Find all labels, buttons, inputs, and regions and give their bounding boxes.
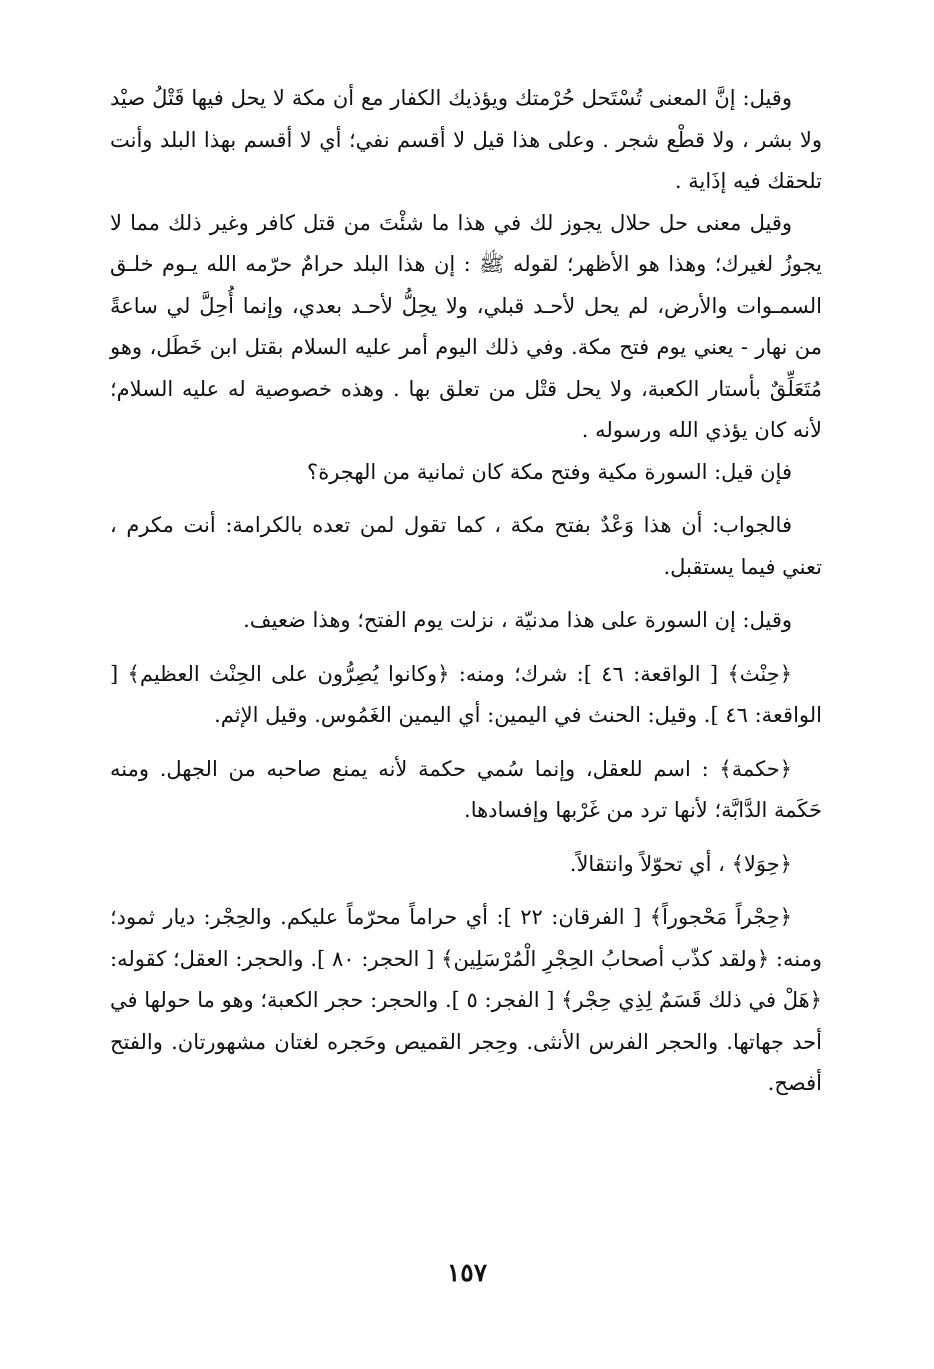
- page-number: ١٥٧: [446, 1258, 488, 1287]
- body-text: [110, 78, 822, 1105]
- paragraph-7: ﴿حكمة﴾ : اسم للعقل، وإنما سُمي حكمة لأنه يمنع صاحبه من الجهل. ومنه حَكَمة الدَّابَّة؛ لأنها ترد من غَرْبها وإفسادها.: [110, 756, 822, 822]
- paragraph-8: ﴿حِوَلا﴾ ، أي تحوّلاً وانتقالاً.: [569, 851, 792, 876]
- paragraph-3: فإن قيل: السورة مكية وفتح مكة كان ثمانية من الهجرة؟: [307, 459, 792, 484]
- paragraph-5: وقيل: إن السورة على هذا مدنيّة ، نزلت يوم الفتح؛ وهذا ضعيف.: [243, 608, 792, 632]
- paragraph-4: فالجواب: أن هذا وَعْدٌ بفتح مكة ، كما تقول لمن تعده بالكرامة: أنت مكرم ، تعني فيما يستقبل.: [110, 513, 822, 579]
- paragraph-1: وقيل: إنَّ المعنى تُسْتَحل حُرْمتك ويؤذيك الكفار مع أن مكة لا يحل فيها قَتْلُ صيْد ولا بشر ، ولا قطْع شجر . وعلى هذا قيل لا أقسم نفي؛ أي لا أقسم بهذا البلد وأنت تلحقك فيه إذَاية .: [110, 86, 822, 193]
- paragraph-2: وقيل معنى حل حلال يجوز لك في هذا ما شئْتَ من قتل كافر وغير ذلك مما لا يجوزُ لغيرك؛ وهذا هو الأظهر؛ لقوله ﷺ : إن هذا البلد حرامٌ حرّمه الله يـوم خلـق السمـوات والأرض، لم يحل لأحـد قبلي، ولا يحِلُّ لأحـد بعدي، وإنما أُحِلَّ لي ساعةً من نهار - يعني يوم فتح مكة. وفي ذلك اليوم أمر عليه السلام بقتل ابن خَطَل، وهو مُتَعَلِّقٌ بأستار الكعبة، ولا يحل قتْل من تعلق بها . وهذه خصوصية له عليه السلام؛ لأنه كان يؤذي الله ورسوله .: [110, 210, 822, 442]
- paragraph-6: ﴿حِنْث﴾ [ الواقعة: ٤٦ ]: شرك؛ ومنه: ﴿وكانوا يُصِرُّون على الحِنْث العظيم﴾ [ الواقعة: ٤٦ ]. وقيل: الحنث في اليمين: أي اليمين الغَمُوس. وقيل الإثم.: [110, 661, 822, 727]
- paragraph-9: ﴿حِجْراً مَحْجوراً﴾ [ الفرقان: ٢٢ ]: أي حراماً محرّماً عليكم. والحِجْر: ديار ثمود؛ ومنه: ﴿ولقد كذّب أصحابُ الحِجْرِ الْمُرْسَلِين﴾ [ الحجر: ٨٠ ]. والحجر: العقل؛ كقوله: ﴿هَلْ في ذلك قَسَمٌ لِذِي حِجْر﴾ [ الفجر: ٥ ]. والحجر: حجر الكعبة؛ وهو ما حولها في أحد جهاتها. والحجر الفرس الأنثى. وحِجر القميص وحَجره لغتان مشهورتان. والفتح أفصح.: [110, 905, 822, 1095]
